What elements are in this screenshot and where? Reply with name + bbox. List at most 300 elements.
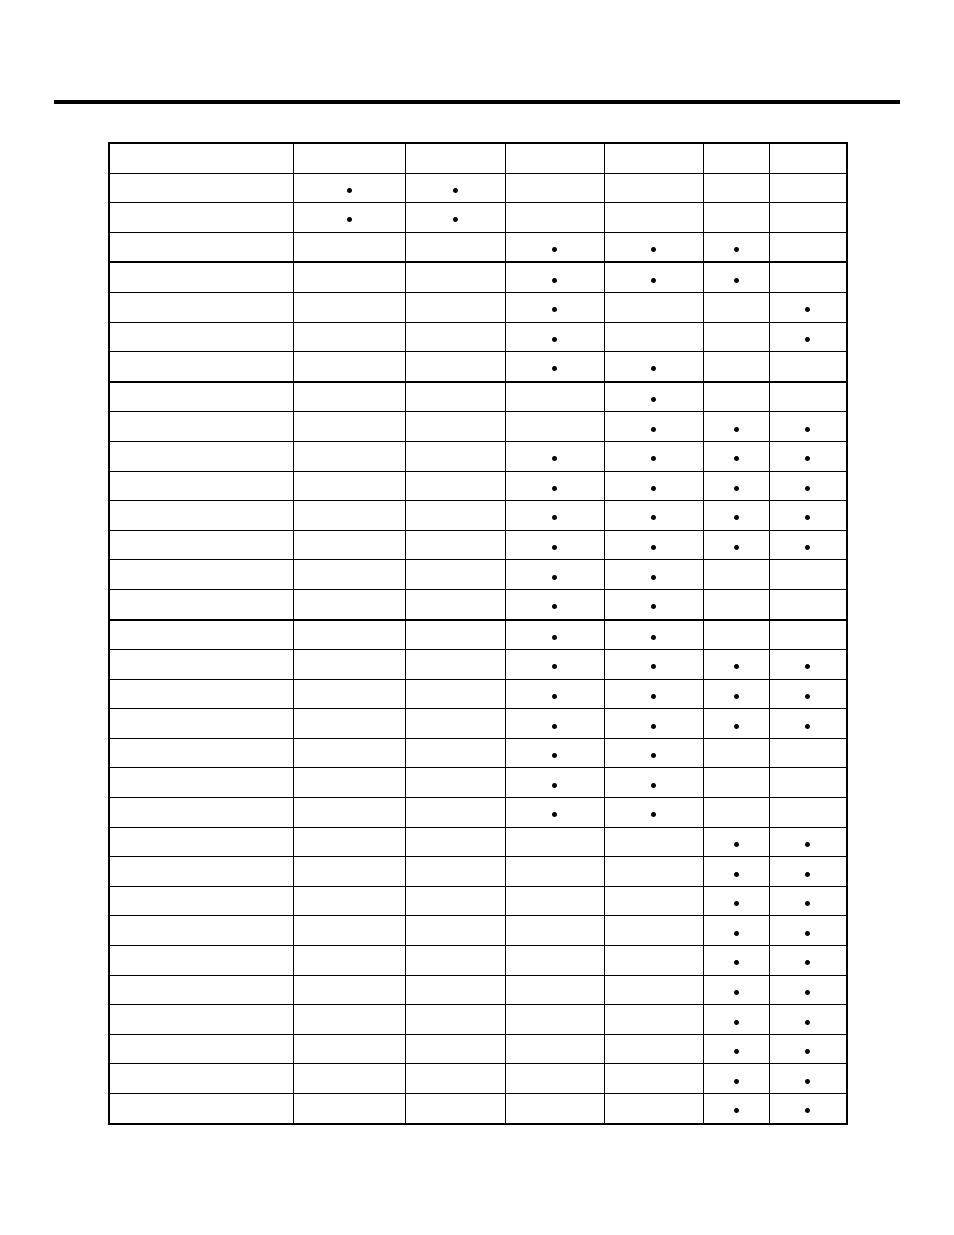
bullet-icon bbox=[552, 604, 557, 609]
matrix-cell bbox=[769, 173, 847, 203]
matrix-cell bbox=[703, 203, 769, 233]
bullet-icon bbox=[651, 694, 656, 699]
matrix-cell bbox=[703, 709, 769, 739]
table-row bbox=[109, 501, 847, 531]
matrix-cell bbox=[505, 203, 604, 233]
matrix-cell bbox=[505, 173, 604, 203]
matrix-cell bbox=[769, 857, 847, 887]
bullet-icon bbox=[651, 635, 656, 640]
table-row bbox=[109, 620, 847, 650]
bullet-icon bbox=[651, 753, 656, 758]
matrix-cell bbox=[293, 1005, 405, 1035]
matrix-cell bbox=[703, 1034, 769, 1064]
matrix-cell bbox=[604, 501, 703, 531]
bullet-icon bbox=[552, 783, 557, 788]
matrix-cell bbox=[604, 1064, 703, 1094]
matrix-cell bbox=[293, 589, 405, 619]
row-label-cell bbox=[109, 946, 293, 976]
table-row bbox=[109, 352, 847, 382]
bullet-icon bbox=[651, 247, 656, 252]
matrix-cell bbox=[703, 620, 769, 650]
matrix-cell bbox=[505, 650, 604, 680]
bullet-icon bbox=[805, 724, 810, 729]
table-row bbox=[109, 589, 847, 619]
bullet-icon bbox=[734, 486, 739, 491]
row-label-cell bbox=[109, 1034, 293, 1064]
matrix-cell bbox=[703, 886, 769, 916]
bullet-icon bbox=[805, 1108, 810, 1113]
bullet-icon bbox=[734, 664, 739, 669]
matrix-cell bbox=[769, 916, 847, 946]
bullet-icon bbox=[552, 753, 557, 758]
bullet-icon bbox=[805, 872, 810, 877]
matrix-cell bbox=[505, 471, 604, 501]
matrix-cell bbox=[604, 738, 703, 768]
bullet-icon bbox=[805, 1079, 810, 1084]
row-label-cell bbox=[109, 827, 293, 857]
matrix-cell bbox=[703, 322, 769, 352]
bullet-icon bbox=[734, 247, 739, 252]
row-label-cell bbox=[109, 1094, 293, 1124]
table-row bbox=[109, 292, 847, 322]
table-row bbox=[109, 173, 847, 203]
matrix-cell bbox=[405, 560, 505, 590]
matrix-cell bbox=[703, 292, 769, 322]
matrix-cell bbox=[604, 471, 703, 501]
matrix-cell bbox=[703, 975, 769, 1005]
matrix-cell bbox=[293, 1034, 405, 1064]
matrix-cell bbox=[293, 232, 405, 262]
matrix-cell bbox=[405, 382, 505, 412]
table-row bbox=[109, 946, 847, 976]
bullet-icon bbox=[805, 486, 810, 491]
bullet-icon bbox=[453, 188, 458, 193]
matrix-cell bbox=[505, 709, 604, 739]
matrix-cell bbox=[769, 1094, 847, 1124]
matrix-cell bbox=[604, 262, 703, 292]
matrix-cell bbox=[505, 946, 604, 976]
matrix-cell bbox=[703, 589, 769, 619]
matrix-cell bbox=[293, 471, 405, 501]
matrix-cell bbox=[769, 501, 847, 531]
matrix-cell bbox=[505, 232, 604, 262]
matrix-cell bbox=[405, 589, 505, 619]
row-label-cell bbox=[109, 589, 293, 619]
matrix-cell bbox=[769, 798, 847, 828]
bullet-icon bbox=[734, 515, 739, 520]
matrix-cell bbox=[405, 620, 505, 650]
matrix-cell bbox=[505, 382, 604, 412]
matrix-cell bbox=[769, 1005, 847, 1035]
matrix-cell bbox=[293, 382, 405, 412]
row-label-cell bbox=[109, 530, 293, 560]
matrix-cell bbox=[293, 143, 405, 173]
table-row bbox=[109, 382, 847, 412]
matrix-cell bbox=[405, 916, 505, 946]
row-label-cell bbox=[109, 143, 293, 173]
bullet-icon bbox=[734, 694, 739, 699]
matrix-cell bbox=[293, 679, 405, 709]
bullet-icon bbox=[805, 456, 810, 461]
matrix-cell bbox=[604, 292, 703, 322]
matrix-cell bbox=[293, 798, 405, 828]
matrix-cell bbox=[769, 768, 847, 798]
matrix-cell bbox=[405, 262, 505, 292]
matrix-cell bbox=[405, 946, 505, 976]
matrix-cell bbox=[293, 530, 405, 560]
row-label-cell bbox=[109, 679, 293, 709]
matrix-cell bbox=[505, 857, 604, 887]
matrix-cell bbox=[604, 768, 703, 798]
matrix-cell bbox=[703, 1064, 769, 1094]
bullet-icon bbox=[552, 545, 557, 550]
bullet-icon bbox=[805, 842, 810, 847]
matrix-cell bbox=[604, 530, 703, 560]
matrix-cell bbox=[604, 975, 703, 1005]
matrix-cell bbox=[405, 441, 505, 471]
table-row bbox=[109, 1034, 847, 1064]
matrix-cell bbox=[703, 471, 769, 501]
matrix-cell bbox=[604, 560, 703, 590]
row-label-cell bbox=[109, 441, 293, 471]
table-row bbox=[109, 530, 847, 560]
bullet-icon bbox=[552, 486, 557, 491]
bullet-icon bbox=[552, 724, 557, 729]
row-label-cell bbox=[109, 232, 293, 262]
matrix-cell bbox=[604, 798, 703, 828]
matrix-cell bbox=[293, 441, 405, 471]
matrix-cell bbox=[505, 560, 604, 590]
table-row bbox=[109, 975, 847, 1005]
bullet-icon bbox=[734, 931, 739, 936]
bullet-icon bbox=[347, 188, 352, 193]
bullet-icon bbox=[805, 307, 810, 312]
table-row bbox=[109, 322, 847, 352]
matrix-cell bbox=[769, 232, 847, 262]
matrix-cell bbox=[293, 827, 405, 857]
matrix-cell bbox=[293, 1094, 405, 1124]
matrix-cell bbox=[293, 916, 405, 946]
matrix-cell bbox=[505, 441, 604, 471]
bullet-icon bbox=[552, 337, 557, 342]
matrix-cell bbox=[703, 946, 769, 976]
matrix-cell bbox=[505, 1064, 604, 1094]
matrix-cell bbox=[703, 827, 769, 857]
matrix-cell bbox=[405, 1064, 505, 1094]
bullet-icon bbox=[651, 456, 656, 461]
matrix-cell bbox=[405, 471, 505, 501]
matrix-cell bbox=[293, 203, 405, 233]
bullet-icon bbox=[805, 337, 810, 342]
row-label-cell bbox=[109, 975, 293, 1005]
matrix-cell bbox=[604, 1005, 703, 1035]
table-row bbox=[109, 471, 847, 501]
matrix-cell bbox=[505, 501, 604, 531]
matrix-cell bbox=[604, 886, 703, 916]
matrix-cell bbox=[703, 560, 769, 590]
bullet-icon bbox=[805, 960, 810, 965]
row-label-cell bbox=[109, 768, 293, 798]
matrix-cell bbox=[293, 173, 405, 203]
table-row bbox=[109, 886, 847, 916]
matrix-cell bbox=[505, 679, 604, 709]
matrix-cell bbox=[405, 203, 505, 233]
matrix-cell bbox=[505, 798, 604, 828]
matrix-cell bbox=[293, 412, 405, 442]
bullet-icon bbox=[453, 217, 458, 222]
matrix-cell bbox=[703, 857, 769, 887]
matrix-cell bbox=[604, 1034, 703, 1064]
table-row bbox=[109, 560, 847, 590]
bullet-icon bbox=[651, 604, 656, 609]
bullet-icon bbox=[552, 456, 557, 461]
matrix-cell bbox=[505, 620, 604, 650]
matrix-cell bbox=[604, 857, 703, 887]
matrix-cell bbox=[604, 679, 703, 709]
bullet-icon bbox=[734, 456, 739, 461]
matrix-cell bbox=[769, 382, 847, 412]
bullet-icon bbox=[552, 366, 557, 371]
matrix-cell bbox=[505, 262, 604, 292]
matrix-cell bbox=[293, 857, 405, 887]
matrix-cell bbox=[703, 382, 769, 412]
matrix-cell bbox=[703, 232, 769, 262]
row-label-cell bbox=[109, 471, 293, 501]
matrix-cell bbox=[769, 530, 847, 560]
matrix-cell bbox=[505, 412, 604, 442]
matrix-cell bbox=[769, 352, 847, 382]
row-label-cell bbox=[109, 886, 293, 916]
matrix-cell bbox=[405, 292, 505, 322]
matrix-cell bbox=[703, 738, 769, 768]
bullet-icon bbox=[805, 1049, 810, 1054]
matrix-cell bbox=[703, 530, 769, 560]
bullet-icon bbox=[734, 1108, 739, 1113]
matrix-cell bbox=[405, 886, 505, 916]
matrix-cell bbox=[769, 650, 847, 680]
bullet-icon bbox=[552, 307, 557, 312]
matrix-cell bbox=[505, 1034, 604, 1064]
matrix-cell bbox=[769, 946, 847, 976]
bullet-icon bbox=[552, 635, 557, 640]
bullet-icon bbox=[651, 783, 656, 788]
matrix-cell bbox=[405, 1034, 505, 1064]
row-label-cell bbox=[109, 798, 293, 828]
matrix-cell bbox=[703, 916, 769, 946]
matrix-cell bbox=[769, 1064, 847, 1094]
bullet-icon bbox=[651, 575, 656, 580]
bullet-icon bbox=[651, 427, 656, 432]
matrix-cell bbox=[769, 203, 847, 233]
table-row bbox=[109, 232, 847, 262]
table-row bbox=[109, 1005, 847, 1035]
row-label-cell bbox=[109, 560, 293, 590]
bullet-icon bbox=[805, 901, 810, 906]
row-label-cell bbox=[109, 1064, 293, 1094]
matrix-cell bbox=[505, 530, 604, 560]
matrix-cell bbox=[505, 975, 604, 1005]
bullet-icon bbox=[651, 486, 656, 491]
matrix-cell bbox=[769, 709, 847, 739]
matrix-cell bbox=[293, 768, 405, 798]
matrix-cell bbox=[703, 679, 769, 709]
matrix-cell bbox=[769, 322, 847, 352]
matrix-cell bbox=[293, 738, 405, 768]
row-label-cell bbox=[109, 322, 293, 352]
bullet-icon bbox=[734, 842, 739, 847]
bullet-icon bbox=[805, 990, 810, 995]
matrix-cell bbox=[703, 650, 769, 680]
table-row bbox=[109, 1094, 847, 1124]
matrix-cell bbox=[293, 1064, 405, 1094]
bullet-icon bbox=[734, 545, 739, 550]
bullet-icon bbox=[734, 278, 739, 283]
bullet-icon bbox=[734, 427, 739, 432]
bullet-icon bbox=[651, 515, 656, 520]
bullet-icon bbox=[552, 664, 557, 669]
matrix-cell bbox=[703, 1005, 769, 1035]
matrix-cell bbox=[505, 589, 604, 619]
table-row bbox=[109, 1064, 847, 1094]
matrix-cell bbox=[293, 262, 405, 292]
matrix-cell bbox=[604, 441, 703, 471]
matrix-cell bbox=[604, 173, 703, 203]
bullet-icon bbox=[805, 694, 810, 699]
matrix-cell bbox=[293, 501, 405, 531]
matrix-cell bbox=[769, 143, 847, 173]
matrix-cell bbox=[604, 232, 703, 262]
bullet-icon bbox=[734, 1079, 739, 1084]
matrix-cell bbox=[505, 143, 604, 173]
matrix-cell bbox=[769, 827, 847, 857]
matrix-cell bbox=[769, 886, 847, 916]
table-row bbox=[109, 798, 847, 828]
table-row bbox=[109, 441, 847, 471]
bullet-icon bbox=[651, 397, 656, 402]
row-label-cell bbox=[109, 412, 293, 442]
table-row bbox=[109, 679, 847, 709]
row-label-cell bbox=[109, 738, 293, 768]
table-row bbox=[109, 738, 847, 768]
row-label-cell bbox=[109, 382, 293, 412]
matrix-cell bbox=[405, 1094, 505, 1124]
matrix-cell bbox=[703, 173, 769, 203]
matrix-cell bbox=[769, 292, 847, 322]
table-row bbox=[109, 262, 847, 292]
matrix-cell bbox=[405, 322, 505, 352]
matrix-cell bbox=[405, 975, 505, 1005]
bullet-icon bbox=[651, 366, 656, 371]
row-label-cell bbox=[109, 262, 293, 292]
matrix-cell bbox=[293, 946, 405, 976]
matrix-cell bbox=[405, 232, 505, 262]
row-label-cell bbox=[109, 709, 293, 739]
matrix-cell bbox=[293, 975, 405, 1005]
matrix-cell bbox=[703, 143, 769, 173]
matrix-cell bbox=[505, 1005, 604, 1035]
matrix-cell bbox=[604, 589, 703, 619]
matrix-cell bbox=[505, 292, 604, 322]
matrix-cell bbox=[769, 975, 847, 1005]
bullet-icon bbox=[347, 217, 352, 222]
matrix-cell bbox=[505, 1094, 604, 1124]
matrix-cell bbox=[604, 709, 703, 739]
matrix-cell bbox=[293, 709, 405, 739]
matrix-cell bbox=[604, 1094, 703, 1124]
matrix-cell bbox=[405, 173, 505, 203]
matrix-cell bbox=[769, 560, 847, 590]
matrix-cell bbox=[505, 768, 604, 798]
bullet-icon bbox=[552, 812, 557, 817]
matrix-cell bbox=[604, 352, 703, 382]
row-label-cell bbox=[109, 352, 293, 382]
bullet-icon bbox=[805, 1020, 810, 1025]
bullet-icon bbox=[734, 724, 739, 729]
table-row bbox=[109, 709, 847, 739]
matrix-cell bbox=[293, 322, 405, 352]
matrix-cell bbox=[405, 768, 505, 798]
matrix-cell bbox=[405, 412, 505, 442]
matrix-cell bbox=[769, 1034, 847, 1064]
matrix-cell bbox=[405, 827, 505, 857]
table-row bbox=[109, 827, 847, 857]
header-rule bbox=[54, 100, 900, 104]
matrix-cell bbox=[293, 292, 405, 322]
row-label-cell bbox=[109, 203, 293, 233]
matrix-cell bbox=[703, 412, 769, 442]
row-label-cell bbox=[109, 650, 293, 680]
bullet-icon bbox=[552, 575, 557, 580]
table-row bbox=[109, 203, 847, 233]
matrix-cell bbox=[703, 798, 769, 828]
matrix-cell bbox=[604, 143, 703, 173]
bullet-icon bbox=[805, 664, 810, 669]
matrix-table bbox=[108, 142, 848, 1125]
matrix-cell bbox=[405, 143, 505, 173]
bullet-icon bbox=[552, 694, 557, 699]
matrix-cell bbox=[405, 501, 505, 531]
bullet-icon bbox=[805, 545, 810, 550]
matrix-cell bbox=[405, 679, 505, 709]
row-label-cell bbox=[109, 292, 293, 322]
row-label-cell bbox=[109, 620, 293, 650]
matrix-cell bbox=[293, 620, 405, 650]
bullet-icon bbox=[651, 724, 656, 729]
matrix-cell bbox=[505, 322, 604, 352]
bullet-icon bbox=[734, 1049, 739, 1054]
bullet-icon bbox=[805, 931, 810, 936]
matrix-cell bbox=[405, 352, 505, 382]
bullet-icon bbox=[734, 960, 739, 965]
matrix-cell bbox=[505, 886, 604, 916]
matrix-cell bbox=[769, 738, 847, 768]
matrix-cell bbox=[769, 679, 847, 709]
matrix-cell bbox=[769, 589, 847, 619]
matrix-cell bbox=[405, 1005, 505, 1035]
matrix-cell bbox=[604, 620, 703, 650]
matrix-cell bbox=[604, 916, 703, 946]
table-row bbox=[109, 916, 847, 946]
matrix-cell bbox=[703, 441, 769, 471]
table-row bbox=[109, 857, 847, 887]
matrix-cell bbox=[604, 650, 703, 680]
table-row bbox=[109, 768, 847, 798]
row-label-cell bbox=[109, 501, 293, 531]
matrix-cell bbox=[293, 650, 405, 680]
bullet-icon bbox=[734, 872, 739, 877]
matrix-cell bbox=[604, 946, 703, 976]
row-label-cell bbox=[109, 916, 293, 946]
